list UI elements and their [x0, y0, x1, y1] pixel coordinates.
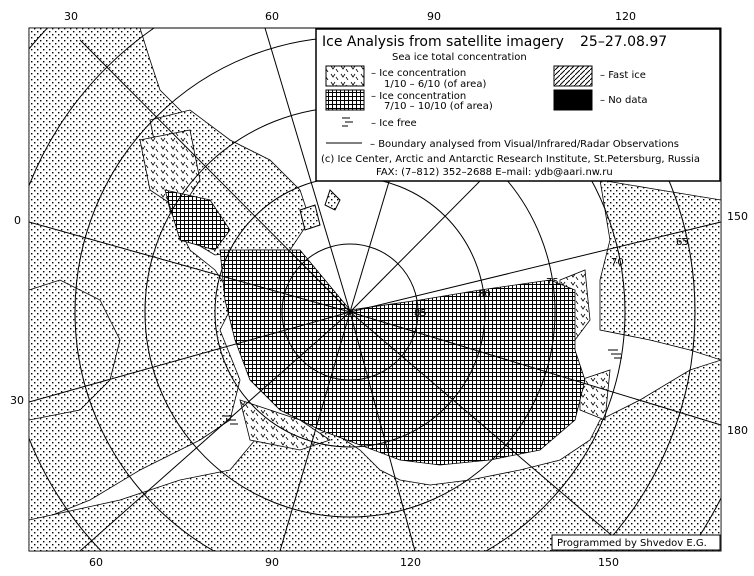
- legend-item-high-range: 7/10 – 10/10 (of area): [384, 101, 493, 112]
- legend-item-fast: – Fast ice: [600, 70, 646, 81]
- lon-label-right: 180: [727, 424, 748, 437]
- high-concentration-swatch: [326, 90, 364, 110]
- lon-label-bottom: 60: [89, 556, 103, 569]
- legend-item-nodata: – No data: [600, 95, 648, 106]
- lon-label-bottom: 150: [598, 556, 619, 569]
- legend-item-low: – Ice concentration: [371, 68, 467, 79]
- no-data-swatch: [554, 90, 592, 110]
- legend-credit: (c) Ice Center, Arctic and Antarctic Research Institute, St.Petersburg, Russia: [321, 154, 700, 165]
- lon-label-bottom: 120: [400, 556, 421, 569]
- legend-subtitle: Sea ice total concentration: [392, 52, 527, 63]
- lon-label-top: 120: [615, 10, 636, 23]
- legend-title: Ice Analysis from satellite imagery: [322, 34, 564, 50]
- low-concentration-swatch: [326, 66, 364, 86]
- legend-contact: FAX: (7–812) 352–2688 E–mail: ydb@aari.nw.ru: [376, 167, 613, 178]
- lat-label: 80: [478, 289, 491, 300]
- legend-item-high: – Ice concentration: [371, 91, 467, 102]
- lon-label-bottom: 90: [265, 556, 279, 569]
- legend-item-free: – Ice free: [371, 118, 417, 129]
- footer-credit: Programmed by Shvedov E.G.: [557, 538, 707, 549]
- legend-date: 25–27.08.97: [580, 34, 668, 50]
- lat-label: 85: [414, 308, 427, 319]
- lat-label: 75: [546, 277, 559, 288]
- legend: [316, 29, 720, 181]
- lon-label-top: 90: [427, 10, 441, 23]
- lon-label-left: 0: [14, 214, 21, 227]
- fast-ice-swatch: [554, 66, 592, 86]
- lon-label-right: 150: [727, 210, 748, 223]
- lat-label: 65: [676, 237, 689, 248]
- lat-label: 70: [611, 257, 624, 268]
- legend-item-low-range: 1/10 – 6/10 (of area): [384, 79, 487, 90]
- lon-label-top: 30: [64, 10, 78, 23]
- legend-boundary: – Boundary analysed from Visual/Infrared/Radar Observations: [370, 139, 679, 150]
- lon-label-left: 30: [10, 394, 24, 407]
- lon-label-top: 60: [265, 10, 279, 23]
